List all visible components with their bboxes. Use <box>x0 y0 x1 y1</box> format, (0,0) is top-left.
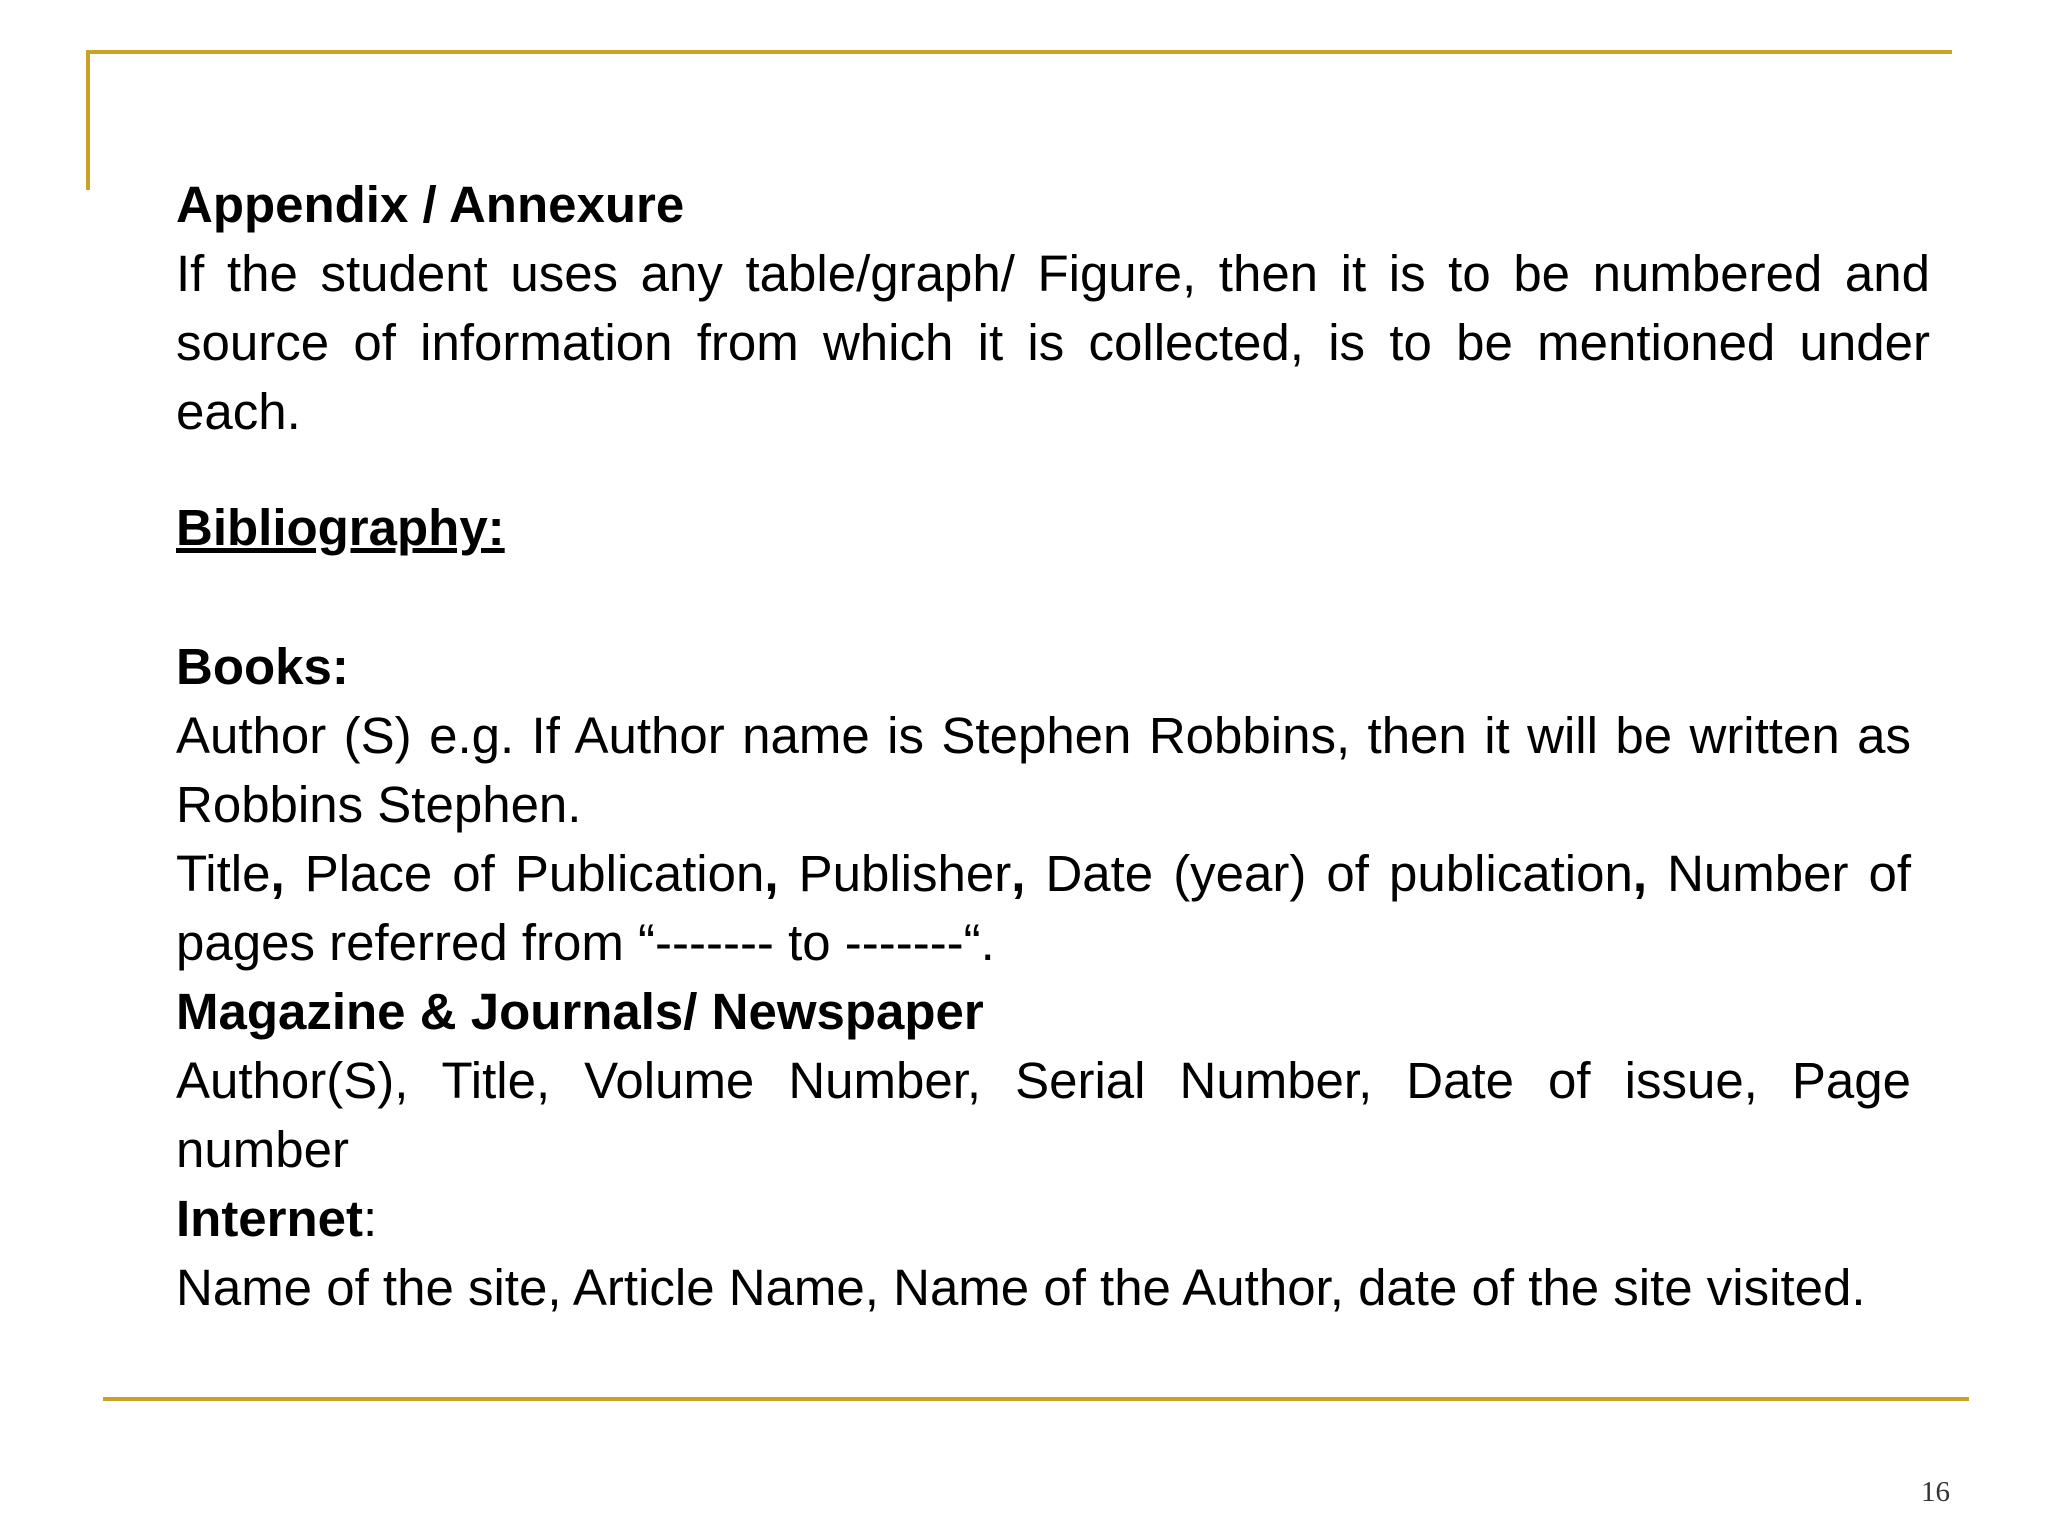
books-fields <box>176 839 1911 977</box>
page-number: 16 <box>1921 1476 1950 1508</box>
frame-top-line <box>86 50 1952 54</box>
slide-content <box>176 170 1930 1322</box>
books-author-rule: Author (S) e.g. If Author name is Stephen Robbins, then it will be written as Robbins Stephen. <box>176 707 1911 833</box>
magazines-body: Author(S), Title, Volume Number, Serial Number, Date of issue, Page number <box>176 1052 1911 1178</box>
books-heading: Books: <box>176 638 349 695</box>
internet-body: Name of the site, Article Name, Name of the Author, date of the site visited. <box>176 1259 1866 1316</box>
books-field-title: Title <box>176 845 271 902</box>
books-sep: , <box>1632 845 1648 902</box>
internet-heading: Internet <box>176 1190 364 1247</box>
internet-colon: : <box>363 1190 378 1247</box>
books-sep: , <box>764 845 779 902</box>
bibliography-heading: Bibliography: <box>176 499 505 556</box>
books-sep: , <box>270 845 285 902</box>
books-sep: , <box>1011 845 1026 902</box>
internet-heading-line <box>176 1184 1930 1253</box>
frame-left-line <box>86 50 90 190</box>
books-field-pages: Number of pages referred from “------- to -------“. <box>176 845 1912 971</box>
books-field-publisher: Publisher <box>798 845 1012 902</box>
books-field-place: Place of Publication <box>304 845 765 902</box>
appendix-body: If the student uses any table/graph/ Figure, then it is to be numbered and source of information from which it is collected, is to be mentioned under each. <box>176 245 1930 440</box>
frame-bottom-line <box>103 1397 1969 1401</box>
magazines-heading: Magazine & Journals/ Newspaper <box>176 983 984 1040</box>
books-field-date: Date (year) of publication <box>1045 845 1633 902</box>
appendix-heading: Appendix / Annexure <box>176 176 685 233</box>
